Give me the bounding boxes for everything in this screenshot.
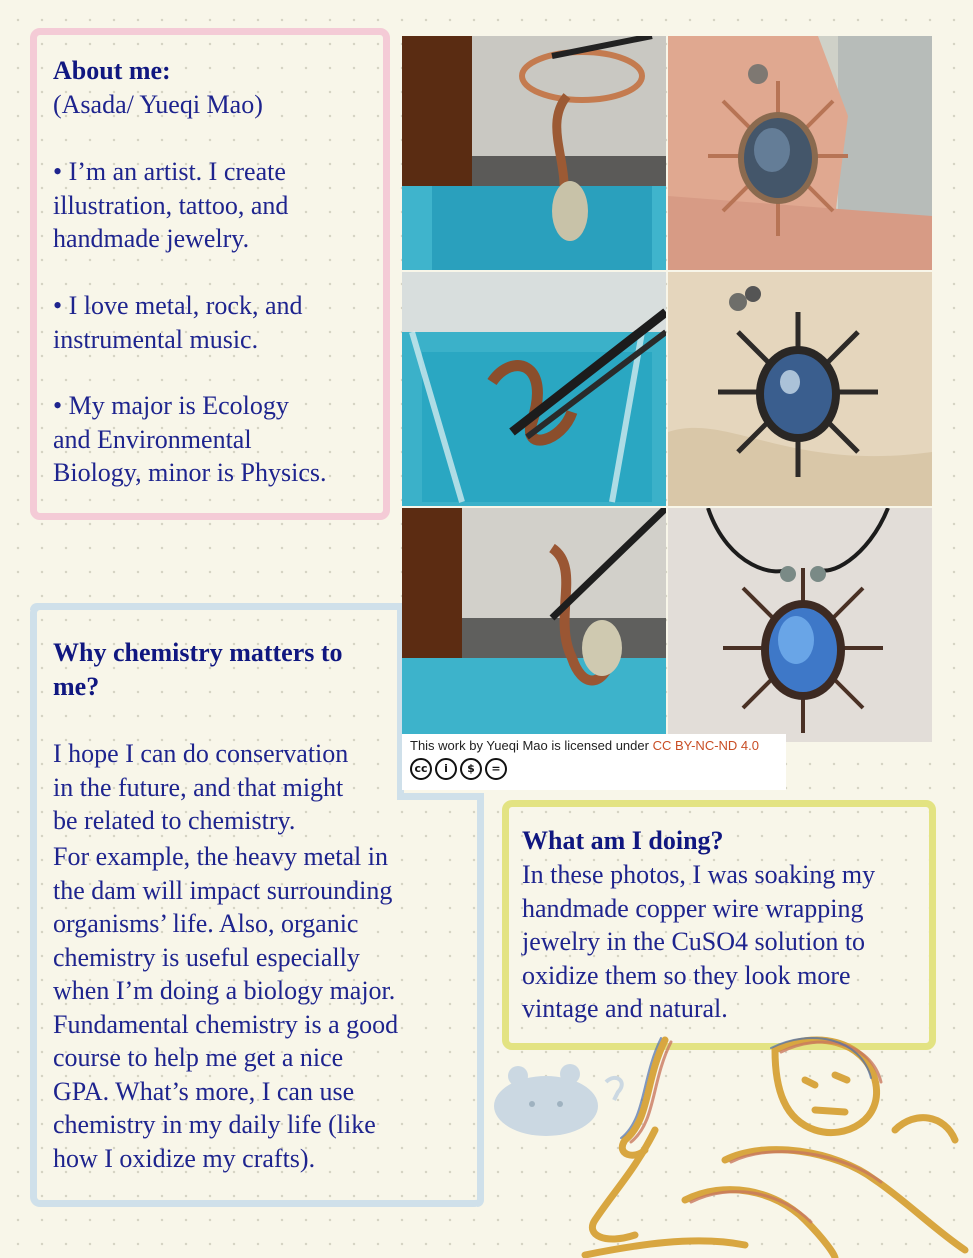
noderivatives-icon: = bbox=[485, 758, 507, 780]
photo-pendant-soaking-2 bbox=[402, 272, 666, 506]
noncommercial-icon: $ bbox=[460, 758, 482, 780]
license-text: This work by Yueqi Mao is licensed under bbox=[410, 738, 653, 753]
about-bullet-1: • I’m an artist. I create illustration, tattoo, and handmade jewelry. bbox=[53, 157, 289, 253]
license-link[interactable]: CC BY-NC-ND 4.0 bbox=[652, 738, 759, 753]
about-bullet-3: • My major is Ecology and Environmental Biology, minor is Physics. bbox=[53, 391, 327, 487]
about-heading: About me: bbox=[53, 56, 171, 85]
why-heading: Why chemistry matters to me? bbox=[53, 638, 343, 701]
photo-pendant-soaking-3 bbox=[402, 508, 666, 742]
license-notice bbox=[402, 734, 786, 790]
skeleton-drawing-icon bbox=[575, 1020, 973, 1258]
about-subtitle: (Asada/ Yueqi Mao) bbox=[53, 90, 263, 119]
photo-oxidized-pendant-cloth bbox=[668, 272, 932, 506]
why-body-intro: I hope I can do conservation in the future, and that might be related to chemistry. bbox=[53, 739, 349, 835]
why-body-example: For example, the heavy metal in the dam will impact surrounding organisms’ life. Also, organic chemistry is useful especially when I’m doing a biology major. Fundamental chemistry is a good course to help me get a nice GPA. What’s more, I can use chemistry in my daily life (like how I oxidize my crafts). bbox=[53, 842, 399, 1173]
photo-pendant-soaking-1 bbox=[402, 36, 666, 270]
about-bullet-2: • I love metal, rock, and instrumental music. bbox=[53, 291, 303, 354]
why-border-top bbox=[30, 603, 404, 610]
photo-sun-pendant-hand bbox=[668, 36, 932, 270]
why-border-step bbox=[397, 793, 484, 800]
what-body: In these photos, I was soaking my handmade copper wire wrapping jewelry in the CuSO4 solution to oxidize them so they look more vintage and natural. bbox=[522, 860, 876, 1023]
attribution-icon: i bbox=[435, 758, 457, 780]
why-border-lower-right bbox=[477, 793, 484, 1207]
license-text-line bbox=[410, 738, 759, 753]
photo-finished-pendant-cord bbox=[668, 508, 932, 742]
jewelry-photo-grid bbox=[402, 36, 932, 742]
what-heading: What am I doing? bbox=[522, 826, 724, 855]
cc-icon: cc bbox=[410, 758, 432, 780]
